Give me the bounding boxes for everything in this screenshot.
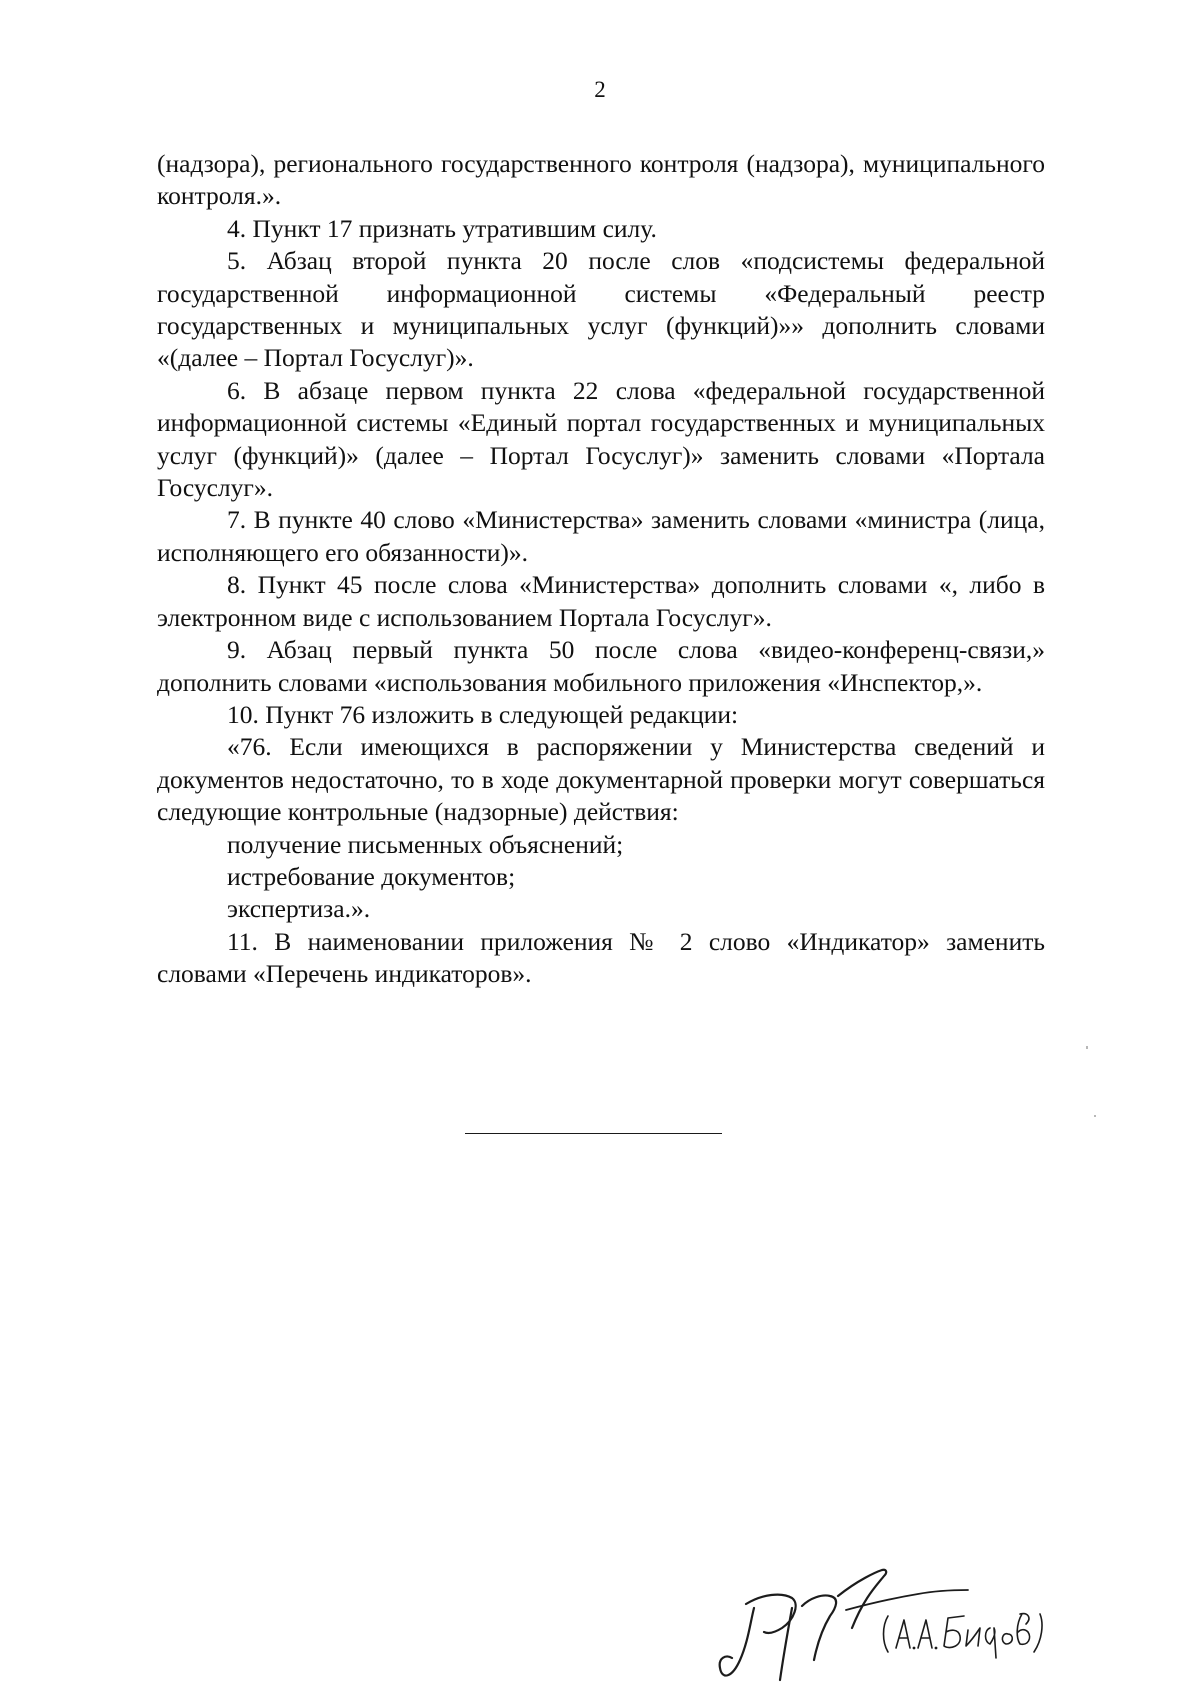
page-number: 2 (594, 77, 606, 102)
handwritten-signature (718, 1568, 1078, 1688)
paragraph-item-7: 7. В пункте 40 слово «Министерства» заменить словами «министра (лица, исполняющего его обязанности)». (157, 505, 1045, 567)
scan-artifact-mark (1094, 1115, 1096, 1117)
closing-rule (465, 1133, 722, 1134)
paragraph-item-10-action-1: получение письменных объяснений; (227, 829, 624, 859)
paragraph-item-10: 10. Пункт 76 изложить в следующей редакции: (227, 699, 739, 729)
paragraph-item-10-action-2: истребование документов; (227, 861, 516, 891)
document-body (157, 148, 1045, 991)
paragraph-item-5: 5. Абзац второй пункта 20 после слов «подсистемы федеральной государственной информационной системы «Федеральный реестр государственных и муниципальных услуг (функций)»» дополнить словами «(далее – Портал Госуслуг)». (157, 246, 1045, 373)
scan-artifact-mark (1086, 1046, 1088, 1049)
paragraph-item-11: 11. В наименовании приложения № 2 слово «Индикатор» заменить словами «Перечень индикаторов». (157, 926, 1045, 989)
paragraph-item-6: 6. В абзаце первом пункта 22 слова «федеральной государственной информационной системы «Единый портал государственных и муниципальных услуг (функций)» (далее – Портал Госуслуг)» заменить словами «Портала Госуслуг». (157, 375, 1045, 503)
paragraph-item-4: 4. Пункт 17 признать утратившим силу. (227, 213, 657, 243)
paragraph-item-8: 8. Пункт 45 после слова «Министерства» дополнить словами «, либо в электронном виде с использованием Портала Госуслуг». (157, 570, 1045, 632)
paragraph-item-9: 9. Абзац первый пункта 50 после слова «видео-конференц-связи,» дополнить словами «использования мобильного приложения «Инспектор,». (157, 635, 1045, 697)
paragraph-item-10-action-3: экспертиза.». (227, 894, 371, 924)
paragraph-continuation: (надзора), регионального государственного контроля (надзора), муниципального контроля.». (157, 149, 1045, 211)
paragraph-item-10-quote: «76. Если имеющихся в распоряжении у Министерства сведений и документов недостаточно, то в ходе документарной проверки могут совершаться следующие контрольные (надзорные) действия: (157, 732, 1045, 827)
